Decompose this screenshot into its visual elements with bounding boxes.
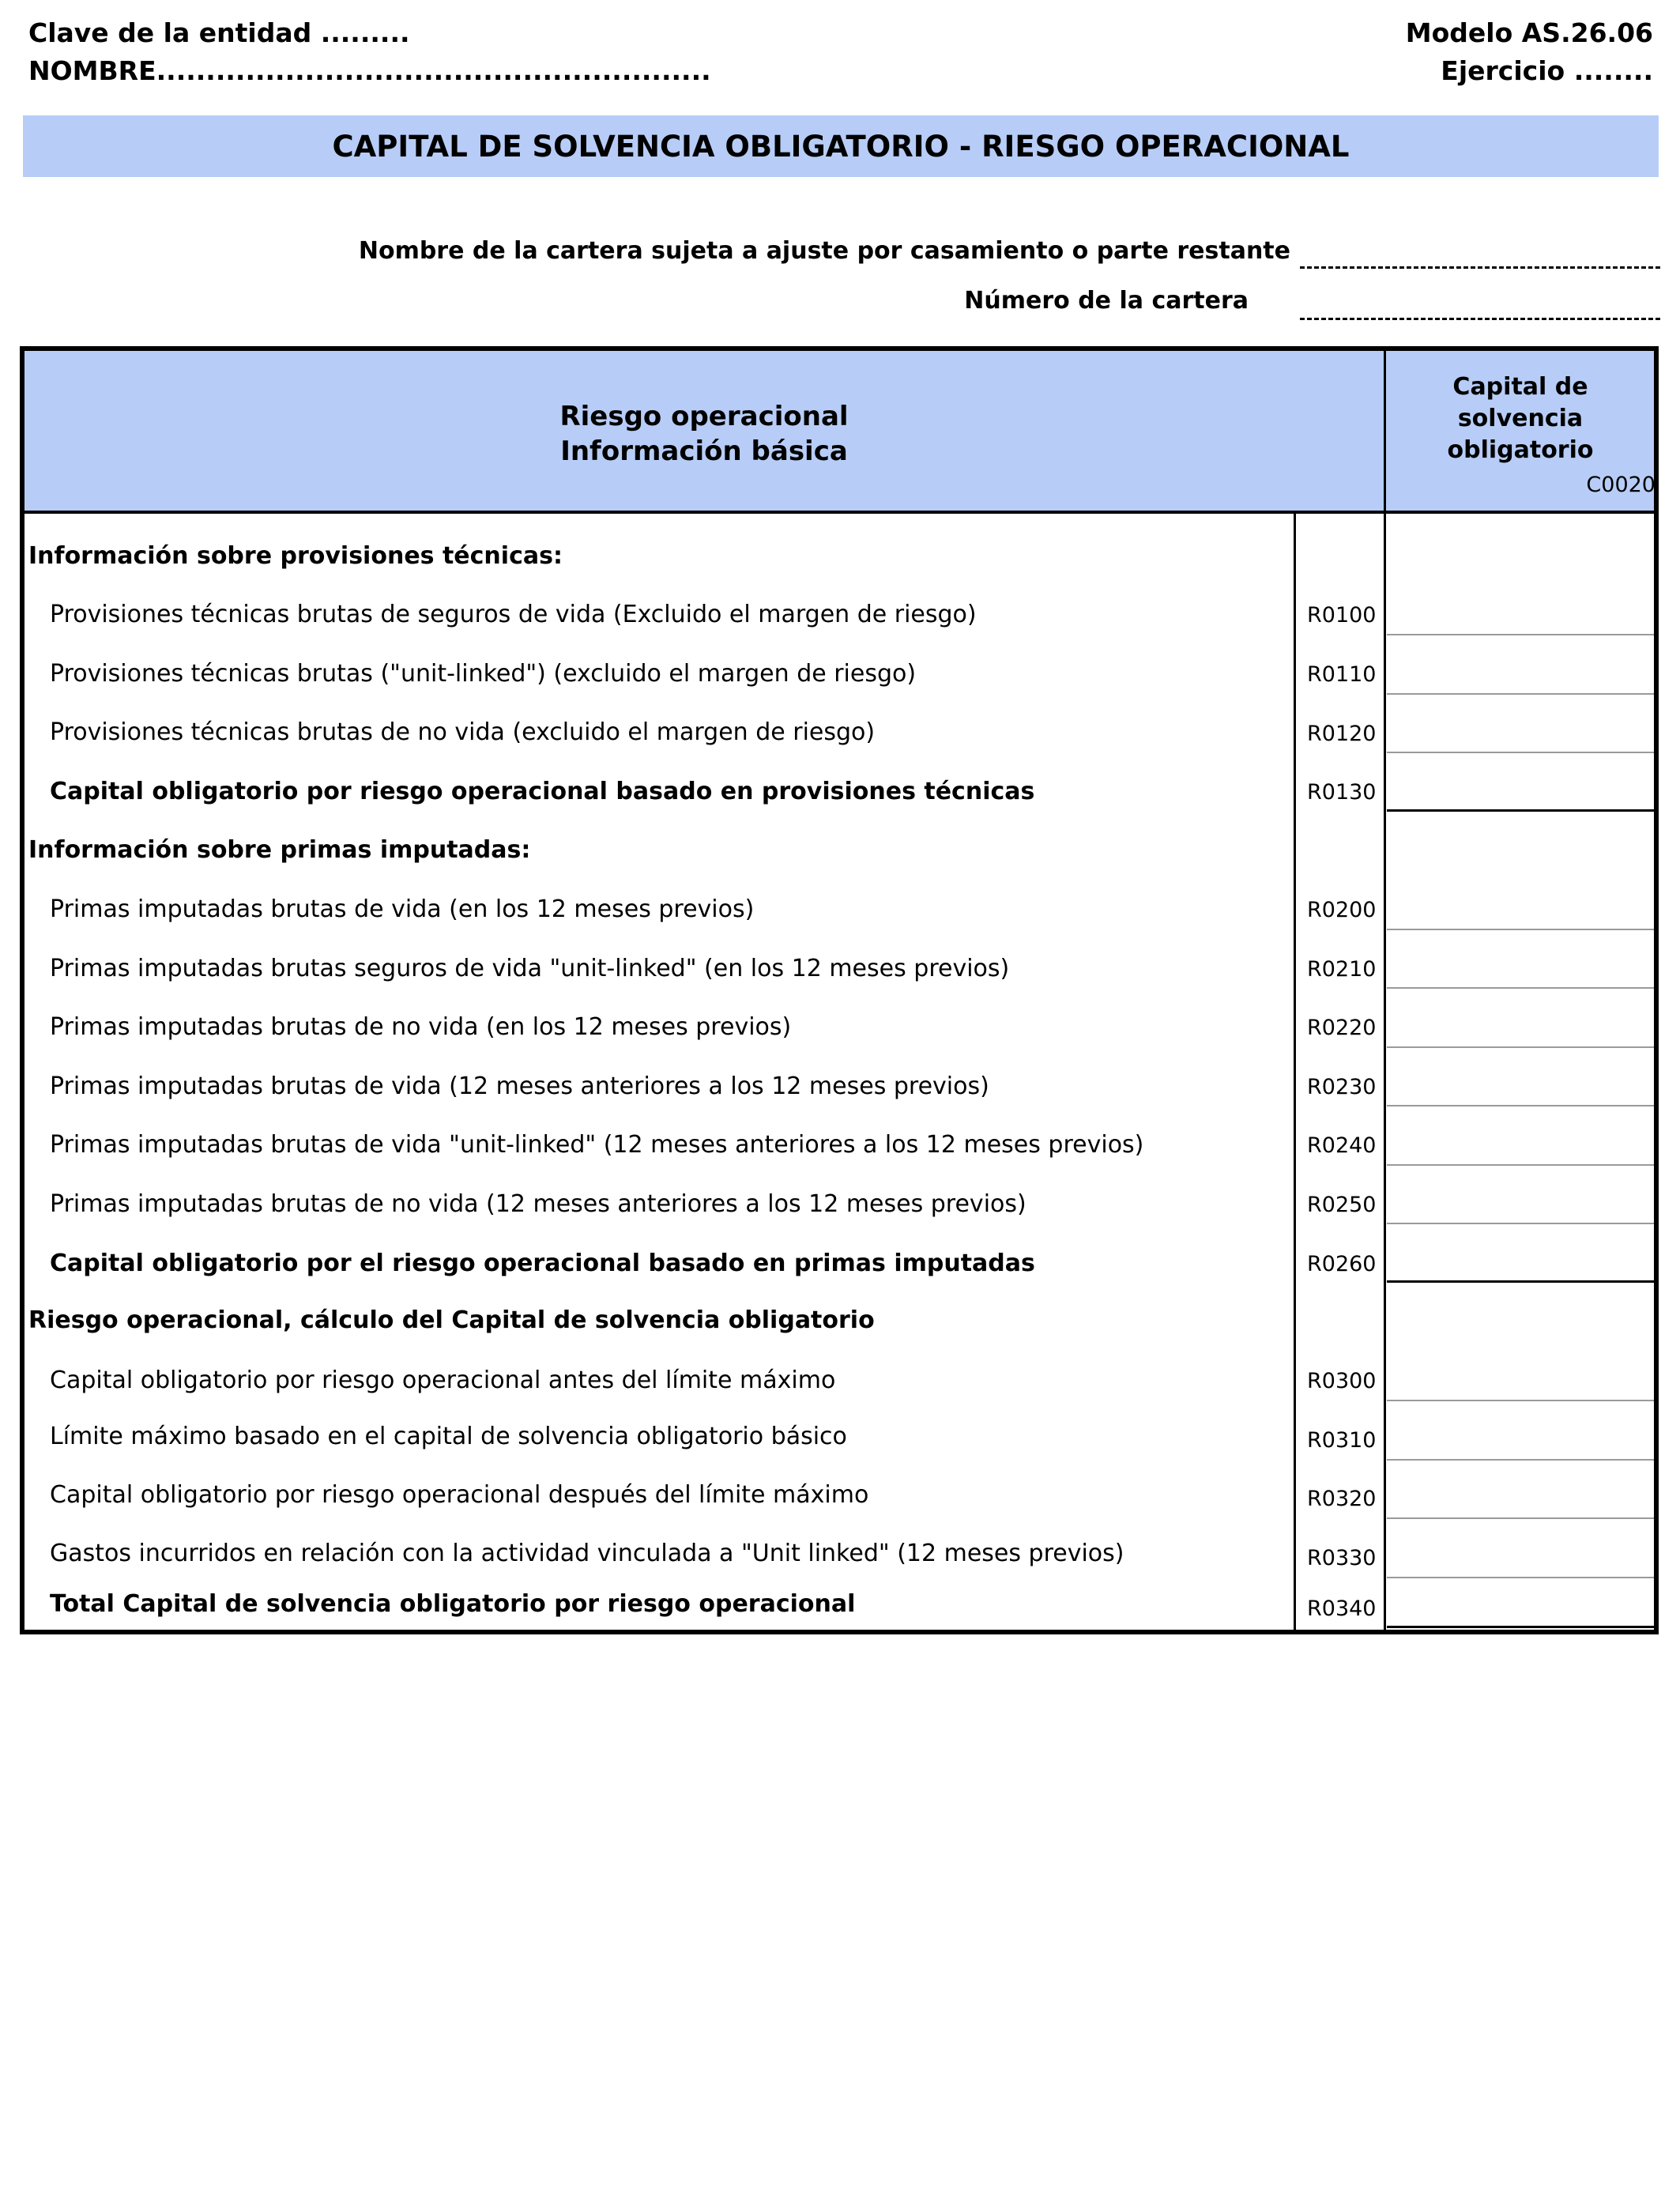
row-label-r0320: Capital obligatorio por riesgo operacional después del límite máximo <box>50 1481 869 1509</box>
value-cell-r0130[interactable] <box>1387 753 1654 810</box>
entity-name-label: NOMBRE........................................................ <box>28 55 711 86</box>
portfolio-name-field[interactable] <box>1300 266 1660 269</box>
total-separator <box>1387 1626 1654 1628</box>
value-cell-r0240[interactable] <box>1387 1106 1654 1164</box>
value-cell-r0330[interactable] <box>1387 1518 1654 1577</box>
row-code-r0300: R0300 <box>1307 1369 1377 1393</box>
value-cell-r0120[interactable] <box>1387 694 1654 752</box>
column-divider <box>1384 351 1386 1630</box>
row-code-r0340: R0340 <box>1307 1596 1377 1621</box>
row-label-r0110: Provisiones técnicas brutas ("unit-linked") (excluido el margen de riesgo) <box>50 660 917 688</box>
row-separator <box>1387 693 1654 695</box>
portfolio-name-label: Nombre de la cartera sujeta a ajuste por casamiento o parte restante <box>358 237 1290 265</box>
value-cell-r0100[interactable] <box>1387 575 1654 634</box>
row-label-r0250: Primas imputadas brutas de no vida (12 meses anteriores a los 12 meses previos) <box>50 1190 1026 1218</box>
section-separator <box>1387 809 1654 812</box>
row-code-r0240: R0240 <box>1307 1133 1377 1158</box>
row-code-r0330: R0330 <box>1307 1546 1377 1570</box>
row-code-r0250: R0250 <box>1307 1193 1377 1217</box>
row-separator <box>1387 1459 1654 1461</box>
entity-key-label: Clave de la entidad ......... <box>28 17 410 48</box>
row-code-r0210: R0210 <box>1307 957 1377 982</box>
row-separator <box>1387 1517 1654 1519</box>
row-label-r0210: Primas imputadas brutas seguros de vida "unit-linked" (en los 12 meses previos) <box>50 955 1010 982</box>
row-separator <box>1387 634 1654 635</box>
row-code-r0110: R0110 <box>1307 662 1377 687</box>
value-cell-r0340[interactable] <box>1387 1578 1654 1625</box>
table-heading-line2: Información básica <box>560 435 848 467</box>
row-label-r0100: Provisiones técnicas brutas de seguros de vida (Excluido el margen de riesgo) <box>50 601 977 628</box>
value-cell-r0300[interactable] <box>1387 1341 1654 1400</box>
value-cell-r0220[interactable] <box>1387 988 1654 1046</box>
column-code: C0020 <box>1586 473 1656 497</box>
table-heading-line1: Riesgo operacional <box>559 401 849 432</box>
row-code-r0220: R0220 <box>1307 1016 1377 1040</box>
value-cell-r0110[interactable] <box>1387 635 1654 693</box>
row-separator <box>1387 987 1654 989</box>
row-code-r0310: R0310 <box>1307 1428 1377 1453</box>
row-label-r0120: Provisiones técnicas brutas de no vida (excluido el margen de riesgo) <box>50 718 876 746</box>
table-heading <box>24 399 1384 469</box>
column-heading <box>1387 371 1654 466</box>
row-label-r0230: Primas imputadas brutas de vida (12 meses anteriores a los 12 meses previos) <box>50 1072 989 1100</box>
row-label-r0310: Límite máximo basado en el capital de solvencia obligatorio básico <box>50 1423 847 1450</box>
value-cell-r0210[interactable] <box>1387 929 1654 988</box>
model-code: Modelo AS.26.06 <box>1405 17 1653 48</box>
row-label-r0220: Primas imputadas brutas de no vida (en los 12 meses previos) <box>50 1013 792 1041</box>
row-separator <box>1387 1105 1654 1106</box>
value-cell-r0200[interactable] <box>1387 870 1654 929</box>
value-cell-r0230[interactable] <box>1387 1047 1654 1106</box>
row-label-r0200: Primas imputadas brutas de vida (en los 12 meses previos) <box>50 895 755 923</box>
value-cell-r0320[interactable] <box>1387 1460 1654 1518</box>
row-label-r0330: Gastos incurridos en relación con la actividad vinculada a "Unit linked" (12 meses previos) <box>50 1540 1124 1567</box>
row-code-r0230: R0230 <box>1307 1075 1377 1099</box>
section-technical-provisions: Información sobre provisiones técnicas: <box>28 542 563 570</box>
row-code-r0200: R0200 <box>1307 898 1377 922</box>
value-cell-r0260[interactable] <box>1387 1224 1654 1281</box>
portfolio-number-field[interactable] <box>1300 318 1660 320</box>
column-heading-line1: Capital de solvencia <box>1452 373 1588 432</box>
form-title-banner <box>23 115 1659 177</box>
row-separator <box>1387 1577 1654 1578</box>
column-heading-line2: obligatorio <box>1447 436 1594 464</box>
row-code-r0320: R0320 <box>1307 1487 1377 1511</box>
row-label-r0260: Capital obligatorio por el riesgo operacional basado en primas imputadas <box>50 1250 1035 1277</box>
row-separator <box>1387 1400 1654 1401</box>
fiscal-year-label: Ejercicio ........ <box>1441 55 1653 86</box>
row-separator <box>1387 1223 1654 1224</box>
row-code-r0130: R0130 <box>1307 780 1377 805</box>
value-cell-r0250[interactable] <box>1387 1165 1654 1223</box>
row-code-r0100: R0100 <box>1307 603 1377 628</box>
row-label-r0240: Primas imputadas brutas de vida "unit-linked" (12 meses anteriores a los 12 meses previos) <box>50 1131 1144 1159</box>
row-separator <box>1387 929 1654 930</box>
code-column-divider <box>1294 514 1296 1630</box>
row-label-r0340: Total Capital de solvencia obligatorio por riesgo operacional <box>50 1590 856 1618</box>
row-label-r0130: Capital obligatorio por riesgo operacional basado en provisiones técnicas <box>50 778 1035 805</box>
row-code-r0260: R0260 <box>1307 1252 1377 1276</box>
form-title: CAPITAL DE SOLVENCIA OBLIGATORIO - RIESGO OPERACIONAL <box>332 129 1350 164</box>
section-scr-calculation: Riesgo operacional, cálculo del Capital de solvencia obligatorio <box>28 1306 875 1334</box>
row-label-r0300: Capital obligatorio por riesgo operacional antes del límite máximo <box>50 1367 836 1394</box>
section-separator <box>1387 1280 1654 1283</box>
row-separator <box>1387 1046 1654 1048</box>
row-separator <box>1387 1164 1654 1166</box>
section-premiums: Información sobre primas imputadas: <box>28 836 531 864</box>
row-separator <box>1387 752 1654 753</box>
row-code-r0120: R0120 <box>1307 722 1377 746</box>
value-cell-r0310[interactable] <box>1387 1400 1654 1459</box>
portfolio-number-label: Número de la cartera <box>964 287 1249 315</box>
